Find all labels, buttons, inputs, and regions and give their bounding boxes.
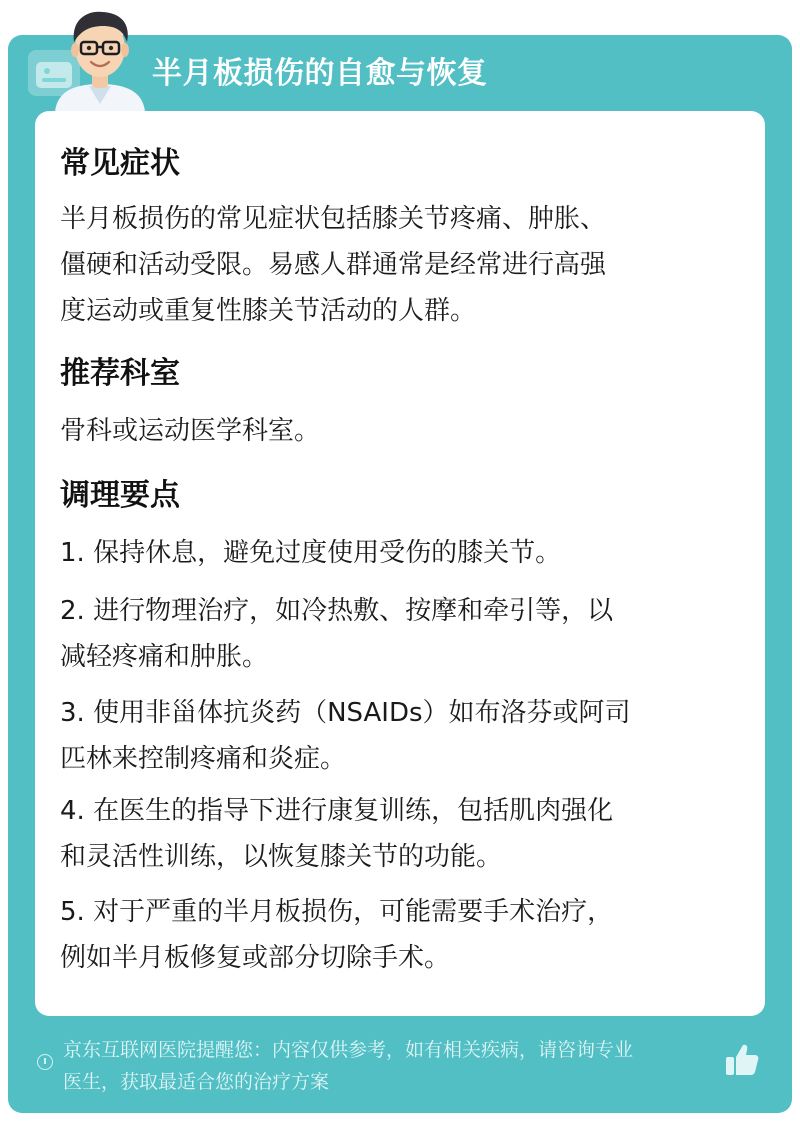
footer-notice — [63, 1034, 728, 1098]
text-line: 半月板损伤的常见症状包括膝关节疼痛、肿胀、 — [60, 204, 607, 234]
doctor-avatar-icon — [45, 4, 155, 112]
text-line: 5. 对于严重的半月板损伤，可能需要手术治疗， — [60, 897, 614, 927]
footer-line: 京东互联网医院提醒您：内容仅供参考，如有相关疾病，请咨询专业 — [63, 1039, 634, 1061]
text-line: 1. 保持休息，避免过度使用受伤的膝关节。 — [60, 538, 562, 568]
footer-line: 医生，获取最适合您的治疗方案 — [63, 1071, 330, 1093]
text-line: 减轻疼痛和肿胀。 — [60, 642, 269, 672]
section-heading-department: 推荐科室 — [60, 356, 180, 391]
info-icon — [37, 1054, 53, 1070]
care-item-3 — [60, 690, 740, 782]
care-item-1 — [60, 530, 740, 576]
care-item-5 — [60, 889, 740, 981]
text-line: 3. 使用非甾体抗炎药（NSAIDs）如布洛芬或阿司 — [60, 698, 631, 728]
text-line: 和灵活性训练，以恢复膝关节的功能。 — [60, 842, 503, 872]
section-heading-symptoms: 常见症状 — [60, 146, 180, 181]
symptoms-text — [60, 196, 740, 334]
text-line: 度运动或重复性膝关节活动的人群。 — [60, 296, 477, 326]
text-line: 例如半月板修复或部分切除手术。 — [60, 943, 451, 973]
section-heading-care-points: 调理要点 — [60, 478, 180, 513]
text-line: 骨科或运动医学科室。 — [60, 416, 321, 446]
text-line: 2. 进行物理治疗，如冷热敷、按摩和牵引等，以 — [60, 596, 614, 626]
thumbs-up-icon[interactable] — [722, 1040, 762, 1080]
care-item-4 — [60, 788, 740, 880]
care-item-2 — [60, 588, 740, 680]
text-line: 匹林来控制疼痛和炎症。 — [60, 744, 347, 774]
text-line: 僵硬和活动受限。易感人群通常是经常进行高强 — [60, 250, 607, 280]
page-title: 半月板损伤的自愈与恢复 — [152, 56, 488, 91]
text-line: 4. 在医生的指导下进行康复训练，包括肌肉强化 — [60, 796, 614, 826]
department-text — [60, 408, 740, 454]
